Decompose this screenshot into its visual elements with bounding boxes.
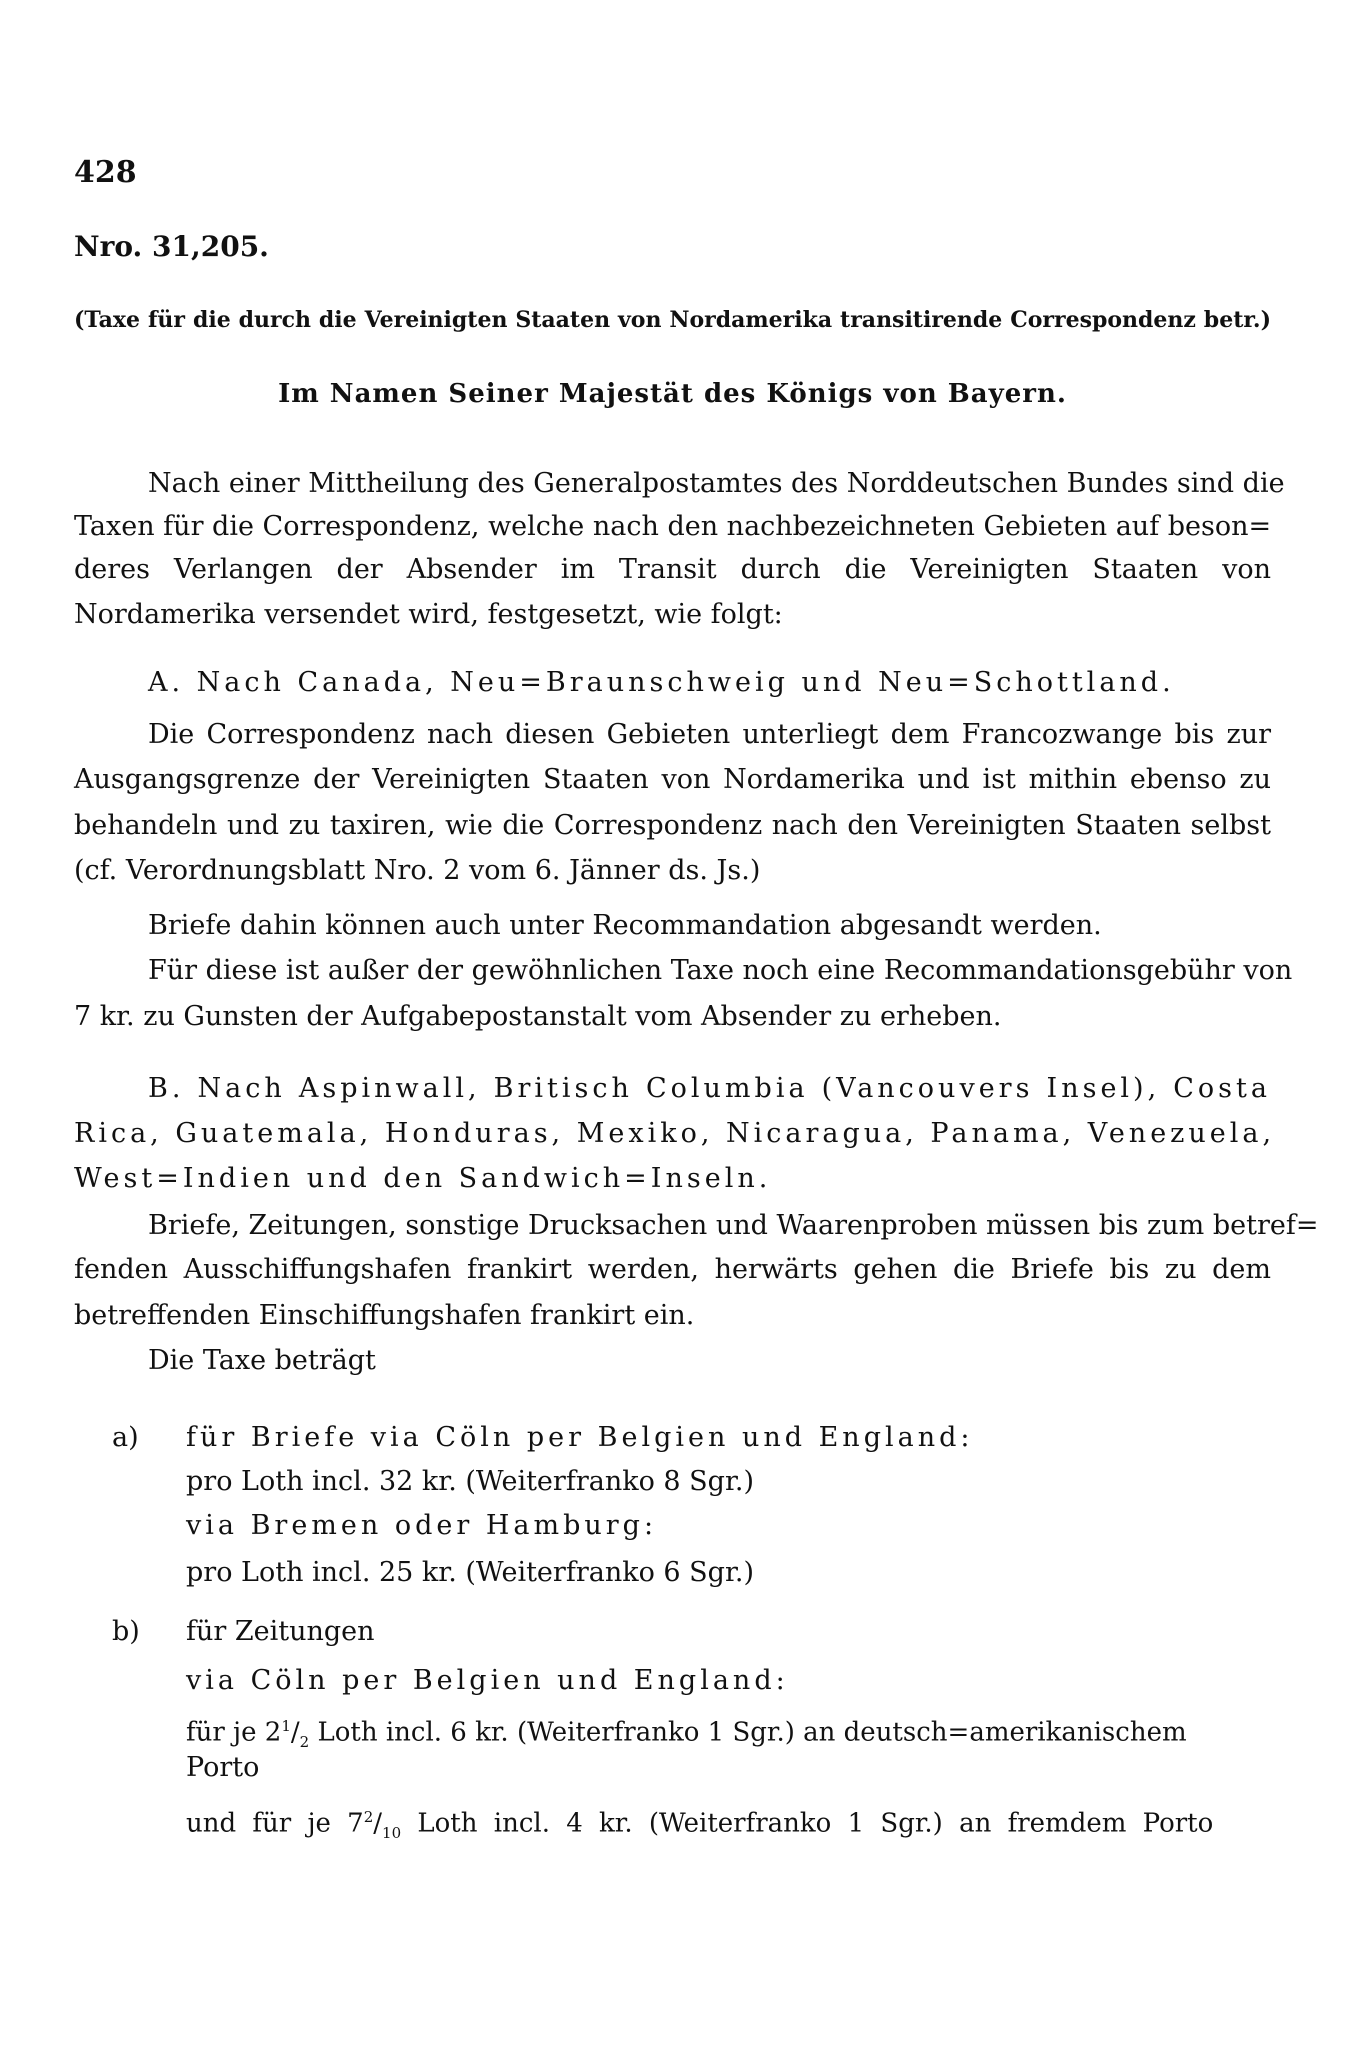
- rate-label-b: b): [112, 1616, 140, 1647]
- fraction-denominator: 10: [382, 1823, 402, 1842]
- rate-line: für Briefe via Cöln per Belgien und England:: [186, 1422, 974, 1453]
- rate-line: pro Loth incl. 32 kr. (Weiterfranko 8 Sgr.): [186, 1466, 755, 1497]
- section-b-text: Die Taxe beträgt: [148, 1345, 376, 1376]
- heading: Im Namen Seiner Majestät des Königs von Bayern.: [278, 379, 1067, 409]
- section-b-text: Briefe, Zeitungen, sonstige Drucksachen und Waarenproben müssen bis zum betref=: [148, 1210, 1319, 1241]
- section-a-text: Briefe dahin können auch unter Recommandation abgesandt werden.: [148, 910, 1102, 941]
- intro-line: deres Verlangen der Absender im Transit durch die Vereinigten Staaten von: [74, 554, 1271, 585]
- document-number: Nro. 31,205.: [74, 230, 269, 263]
- section-a-text: Für diese ist außer der gewöhnlichen Taxe noch eine Recommandationsgebühr von: [148, 955, 1293, 986]
- section-b-text: betreffenden Einschiffungshafen frankirt ein.: [74, 1300, 695, 1331]
- intro-line: Nach einer Mittheilung des Generalpostamtes des Norddeutschen Bundes sind die: [148, 468, 1285, 499]
- rate-text: Loth incl. 6 kr. (Weiterfranko 1 Sgr.) an deutsch=amerikanischem: [309, 1717, 1187, 1748]
- rate-line: und für je $7^2/_{10}$ Loth incl. 4 kr. (Weiterfranko 1 Sgr.) an fremdem Porto: [186, 1808, 1214, 1842]
- rate-text: und für je 7: [186, 1808, 364, 1839]
- rate-line: für Zeitungen: [186, 1616, 375, 1647]
- rate-text: für je 2: [186, 1717, 282, 1748]
- intro-line: Nordamerika versendet wird, festgesetzt, wie folgt:: [74, 599, 783, 630]
- rate-line: via Bremen oder Hamburg:: [186, 1510, 658, 1541]
- intro-line: Taxen für die Correspondenz, welche nach den nachbezeichneten Gebieten auf beson=: [74, 511, 1272, 542]
- rate-line: für je $2^1/_2$ Loth incl. 6 kr. (Weiterfranko 1 Sgr.) an deutsch=amerikanischem: [186, 1717, 1187, 1751]
- section-a-text: 7 kr. zu Gunsten der Aufgabepostanstalt vom Absender zu erheben.: [74, 1001, 1002, 1032]
- rate-line: pro Loth incl. 25 kr. (Weiterfranko 6 Sgr.): [186, 1557, 755, 1588]
- rate-text: Loth incl. 4 kr. (Weiterfranko 1 Sgr.) an fremdem Porto: [401, 1808, 1214, 1839]
- fraction-numerator: 1: [281, 1717, 291, 1735]
- section-b-text: fenden Ausschiffungshafen frankirt werden, herwärts gehen die Briefe bis zu dem: [74, 1254, 1271, 1285]
- section-a-text: behandeln und zu taxiren, wie die Correspondenz nach den Vereinigten Staaten selbst: [74, 810, 1271, 841]
- rate-line: Porto: [186, 1752, 260, 1783]
- section-b-title: West=Indien und den Sandwich=Inseln.: [74, 1163, 772, 1194]
- section-b-title: B. Nach Aspinwall, Britisch Columbia (Vancouvers Insel), Costa: [148, 1073, 1271, 1104]
- fraction-denominator: 2: [299, 1732, 310, 1751]
- section-a-title: A. Nach Canada, Neu=Braunschweig und Neu=Schottland.: [148, 667, 1175, 698]
- fraction-numerator: 2: [363, 1808, 374, 1826]
- subject-line: (Taxe für die durch die Vereinigten Staaten von Nordamerika transitirende Correspondenz betr.): [74, 307, 1271, 333]
- section-a-text: Die Correspondenz nach diesen Gebieten unterliegt dem Francozwange bis zur: [148, 719, 1271, 750]
- section-a-text: (cf. Verordnungsblatt Nro. 2 vom 6. Jänner ds. Js.): [74, 855, 761, 886]
- page-number: 428: [74, 155, 137, 190]
- section-b-title: Rica, Guatemala, Honduras, Mexiko, Nicaragua, Panama, Venezuela,: [74, 1118, 1276, 1149]
- rate-line: via Cöln per Belgien und England:: [186, 1665, 789, 1696]
- section-a-text: Ausgangsgrenze der Vereinigten Staaten von Nordamerika und ist mithin ebenso zu: [74, 764, 1271, 795]
- rate-label-a: a): [112, 1422, 139, 1453]
